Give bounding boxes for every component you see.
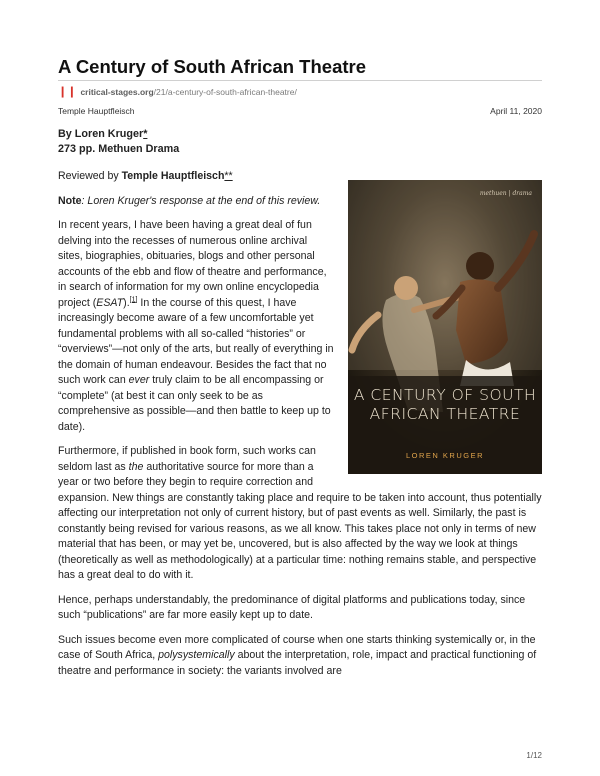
cover-publisher: methuen | drama: [479, 190, 532, 197]
title-divider: [58, 80, 542, 81]
p1-text-d: truly claim to be all encompassing or “complete” (at best it can only seek to be as comprehensive as possible—and then battle to keep up to date).: [58, 374, 331, 433]
p4-text-a: Such issues become even more complicated of course when one starts thinking systemically or, in the case of South Africa,: [58, 633, 536, 661]
source-bars-icon: ❙❙: [58, 86, 77, 98]
author-footnote-link[interactable]: *: [143, 128, 148, 140]
byline-details: 273 pp. Methuen Drama: [58, 143, 180, 155]
cover-photo-illustration: [348, 180, 542, 474]
paragraph-3: Hence, perhaps understandably, the predominance of digital platforms and publications today, since such “publications” are far more easily kept up to date.: [58, 593, 526, 621]
meta-date: April 11, 2020: [490, 106, 542, 116]
p1-text-b: ).: [123, 296, 130, 309]
byline-author: By Loren Kruger: [58, 128, 144, 140]
esat-link[interactable]: ESAT: [96, 296, 124, 309]
p4-emphasis-poly: polysystemically: [158, 649, 235, 661]
note-label: Note: [58, 194, 82, 207]
page-title: A Century of South African Theatre: [58, 56, 367, 77]
page-number: 1/12: [526, 751, 542, 760]
note-text: : Loren Kruger's response at the end of this review.: [81, 194, 321, 207]
footnote-1-link[interactable]: [1]: [129, 295, 138, 303]
cover-title: A CENTURY OF SOUTH AFRICAN THEATRE: [353, 386, 537, 423]
reviewer-name: Temple Hauptfleisch: [121, 170, 225, 182]
p2-text-b: authoritative source for more than a year or two before they begin to require correction and expansion. New things are constantly taking place and require to be taken into account, thus potentially affecting our interpretation not only of current history, but of past events as well. Similarly, the past is constantly being revised for various reasons, as we all know. This takes place not only in terms of new material that has been, or may yet be, uncovered, but is also affected by the way we look at things (theoretically as well as methodologically) at a particular time: nothing remains stable, and perspective has a great deal to do with it.: [58, 460, 542, 581]
byline: [58, 127, 542, 157]
cover-author: LOREN KRUGER: [405, 451, 484, 460]
source-domain[interactable]: critical-stages.org: [80, 87, 154, 97]
reviewer-footnote-link[interactable]: **: [224, 170, 233, 182]
source-line: [58, 85, 297, 98]
meta-author: Temple Hauptfleisch: [58, 106, 135, 116]
source-path[interactable]: /21/a-century-of-south-african-theatre/: [153, 87, 297, 97]
paragraph-4: [58, 633, 542, 680]
p1-emphasis-ever: ever: [128, 374, 150, 386]
p2-text-a: Furthermore, if published in book form, such works can seldom last as: [58, 445, 316, 473]
reviewer-prefix: Reviewed by: [58, 170, 122, 182]
p4-text-b: about the interpretation, role, impact and practical functioning of theatre and performance in society: the variants involved are: [58, 649, 537, 677]
article-body: [58, 127, 542, 688]
p1-text-c: In the course of this quest, I have increasingly become aware of a few uncomfortable yet fundamental problems with all so-called “histories” or “overviews”—not only of the arts, but really of everything in the domain of human endeavour. Besides the fact that no such work can: [58, 296, 334, 386]
p1-text-a: In recent years, I have been having a great deal of fun delving into the recesses of numerous online archival sites, biographies, obituaries, blogs and other personal accounts of the ebb and flow of theatre and performance, in search of information for my own online encyclopedia project (: [58, 219, 327, 309]
p2-emphasis-the: the: [128, 460, 144, 473]
book-cover-image: [348, 180, 542, 474]
